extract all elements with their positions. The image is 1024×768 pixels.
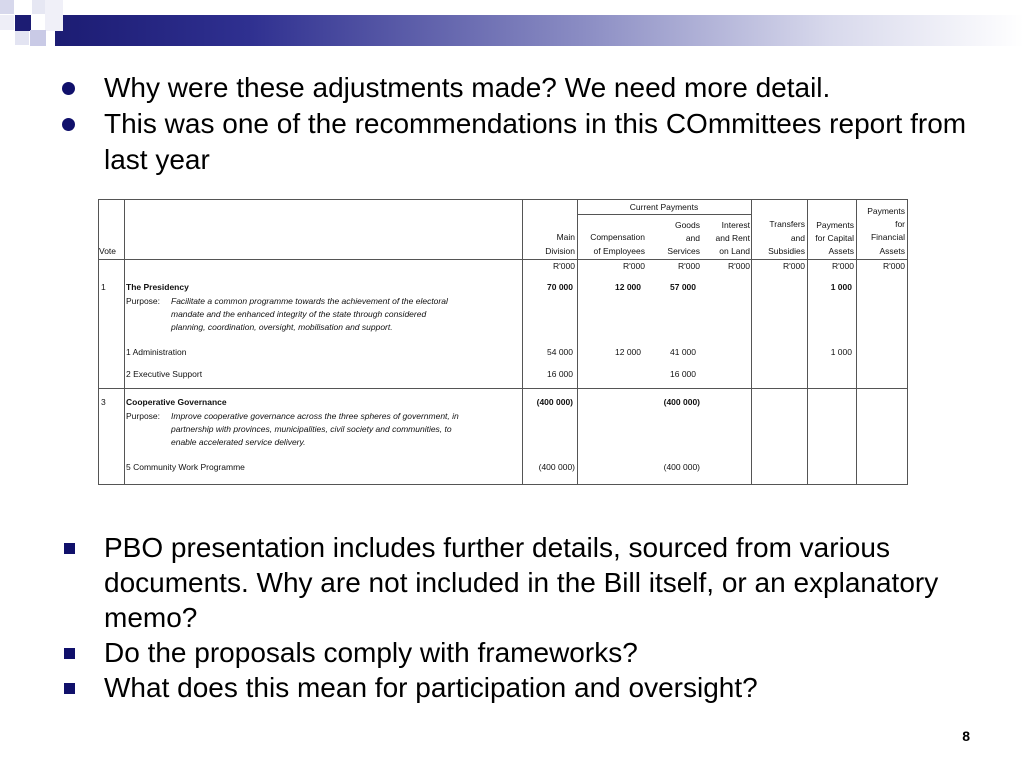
top-bullet-list bbox=[62, 70, 1002, 178]
bullet-item: What does this mean for participation and oversight? bbox=[62, 670, 1002, 705]
bullet-item: Why were these adjustments made? We need more detail. bbox=[62, 70, 1002, 106]
bullet-square-icon bbox=[64, 683, 75, 694]
deco-square bbox=[15, 15, 31, 31]
deco-square bbox=[45, 0, 63, 31]
bullet-item: This was one of the recommendations in this COmmittees report from last year bbox=[62, 106, 1002, 178]
bullet-dot-icon bbox=[62, 118, 75, 131]
table-row: 1 Administration bbox=[126, 347, 187, 357]
vote-header: Vote bbox=[99, 246, 117, 256]
current-payments-header: Current Payments bbox=[629, 202, 699, 212]
bullet-item: PBO presentation includes further details, sourced from various documents. Why are not included in the Bill itself, or an explanatory memo? bbox=[62, 530, 1002, 635]
deco-square bbox=[32, 0, 46, 14]
deco-square bbox=[30, 30, 46, 46]
table-row: 5 Community Work Programme bbox=[126, 462, 245, 472]
table-row: 2 Executive Support bbox=[126, 369, 203, 379]
bottom-bullet-list bbox=[62, 530, 1002, 705]
page-number: 8 bbox=[962, 728, 970, 744]
cogov-title: Cooperative Governance bbox=[126, 397, 227, 407]
presidency-title: The Presidency bbox=[126, 282, 189, 292]
bullet-item: Do the proposals comply with frameworks? bbox=[62, 635, 1002, 670]
bullet-square-icon bbox=[64, 543, 75, 554]
bullet-dot-icon bbox=[62, 82, 75, 95]
deco-square bbox=[0, 15, 14, 30]
deco-square bbox=[15, 31, 29, 45]
header-decoration bbox=[0, 0, 1024, 60]
deco-square bbox=[0, 0, 14, 14]
bullet-square-icon bbox=[64, 648, 75, 659]
appropriation-table: Vote Current Payments Main Division Compensation of Employees Goods and Services Interest and Rent on Land Transfers and Subsidies Payments for Capital Assets Payments for Financial Assets R'000 R'000 R'000 R'000 R'000 R'000 R'000 1 The Presidency Purpose: Facilitate a common programme towards the achievement of the electoral mandate and the enhanced integrity of the state through considered planning, coordination, oversight, mobilisation and support. 70 000 12 000 57 000 1 000 1 Administration 54 000 12 000 41 000 1 000 2 Executive Support 16 000 16 000 3 Cooperative Governance Purpose: Improve cooperative governance across the three spheres of government, in partnership with provinces, municipalities, civil society and communities, to enable accelerated service delivery. (400 000) (400 000) 5 Community Work Programme (400 000) (400 000) bbox=[98, 199, 908, 485]
header-gradient-bar bbox=[55, 15, 1024, 46]
